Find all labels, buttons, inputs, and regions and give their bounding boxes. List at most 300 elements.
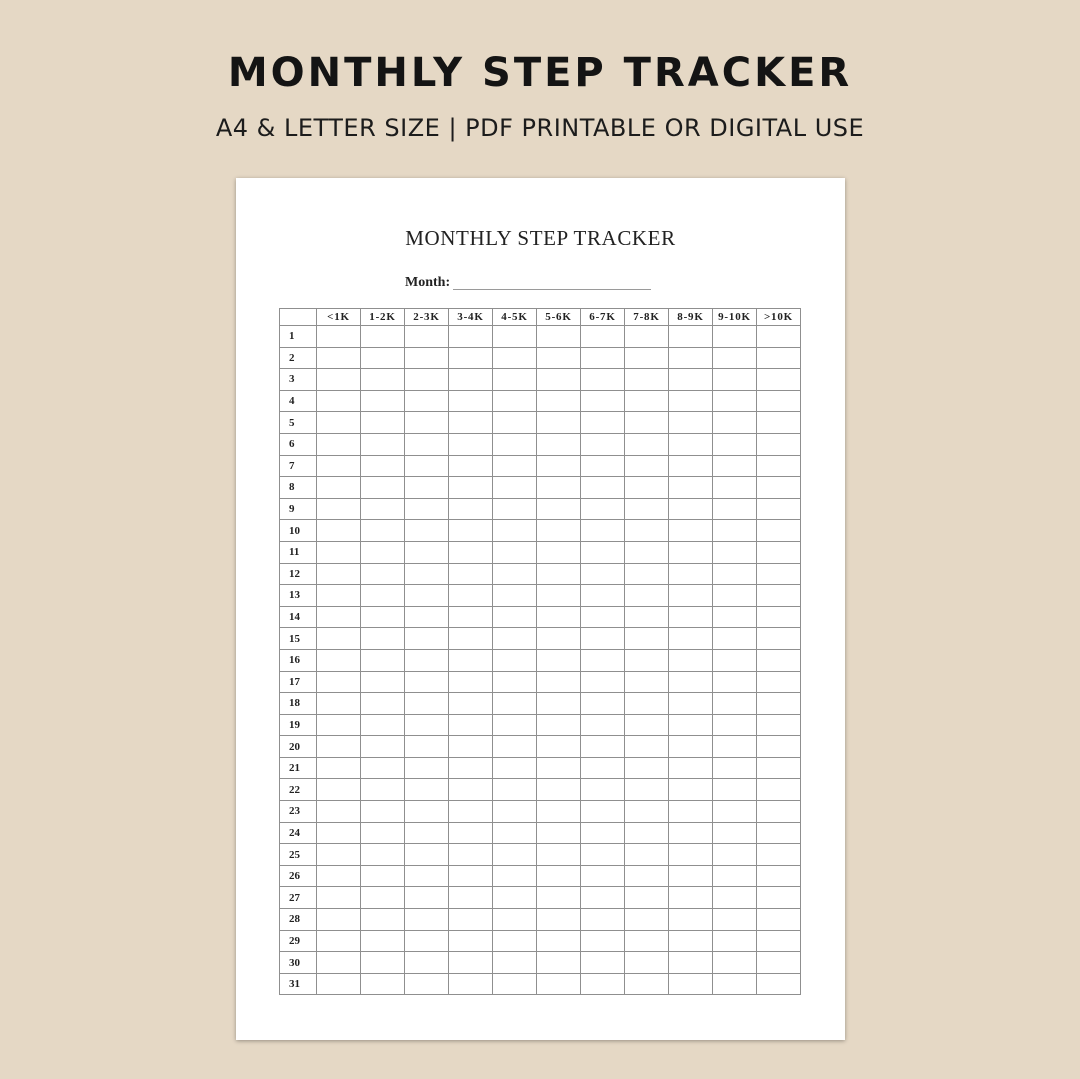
tracker-cell[interactable] [493,477,537,499]
tracker-cell[interactable] [625,822,669,844]
tracker-cell[interactable] [669,757,713,779]
tracker-cell[interactable] [317,671,361,693]
tracker-cell[interactable] [625,801,669,823]
tracker-cell[interactable] [493,498,537,520]
tracker-cell[interactable] [669,498,713,520]
tracker-cell[interactable] [317,801,361,823]
tracker-cell[interactable] [537,801,581,823]
tracker-cell[interactable] [405,347,449,369]
tracker-cell[interactable] [757,909,801,931]
tracker-cell[interactable] [669,952,713,974]
tracker-cell[interactable] [713,541,757,563]
tracker-cell[interactable] [537,369,581,391]
tracker-cell[interactable] [581,347,625,369]
tracker-cell[interactable] [757,326,801,348]
tracker-cell[interactable] [757,477,801,499]
tracker-cell[interactable] [537,606,581,628]
tracker-cell[interactable] [757,671,801,693]
tracker-cell[interactable] [625,520,669,542]
tracker-cell[interactable] [317,498,361,520]
tracker-cell[interactable] [669,347,713,369]
tracker-cell[interactable] [713,390,757,412]
tracker-cell[interactable] [449,520,493,542]
tracker-cell[interactable] [537,671,581,693]
tracker-cell[interactable] [317,693,361,715]
tracker-cell[interactable] [581,649,625,671]
tracker-cell[interactable] [625,585,669,607]
tracker-cell[interactable] [361,326,405,348]
tracker-cell[interactable] [537,628,581,650]
tracker-cell[interactable] [361,606,405,628]
tracker-cell[interactable] [757,693,801,715]
tracker-cell[interactable] [625,477,669,499]
tracker-cell[interactable] [493,455,537,477]
tracker-cell[interactable] [449,973,493,995]
tracker-cell[interactable] [713,649,757,671]
tracker-cell[interactable] [537,930,581,952]
tracker-cell[interactable] [757,520,801,542]
tracker-cell[interactable] [669,606,713,628]
tracker-cell[interactable] [581,498,625,520]
tracker-cell[interactable] [757,541,801,563]
tracker-cell[interactable] [449,347,493,369]
tracker-cell[interactable] [537,347,581,369]
tracker-cell[interactable] [581,563,625,585]
tracker-cell[interactable] [361,909,405,931]
tracker-cell[interactable] [449,433,493,455]
tracker-cell[interactable] [581,714,625,736]
tracker-cell[interactable] [669,973,713,995]
tracker-cell[interactable] [581,736,625,758]
tracker-cell[interactable] [317,930,361,952]
tracker-cell[interactable] [361,369,405,391]
tracker-cell[interactable] [317,606,361,628]
tracker-cell[interactable] [581,628,625,650]
tracker-cell[interactable] [757,390,801,412]
tracker-cell[interactable] [625,498,669,520]
tracker-cell[interactable] [581,693,625,715]
tracker-cell[interactable] [757,649,801,671]
tracker-cell[interactable] [625,326,669,348]
tracker-cell[interactable] [713,736,757,758]
tracker-cell[interactable] [405,930,449,952]
tracker-cell[interactable] [317,973,361,995]
tracker-cell[interactable] [625,865,669,887]
tracker-cell[interactable] [317,952,361,974]
tracker-cell[interactable] [405,973,449,995]
tracker-cell[interactable] [361,844,405,866]
tracker-cell[interactable] [669,822,713,844]
tracker-cell[interactable] [537,757,581,779]
tracker-cell[interactable] [361,649,405,671]
tracker-cell[interactable] [757,498,801,520]
tracker-cell[interactable] [449,801,493,823]
tracker-cell[interactable] [361,714,405,736]
tracker-cell[interactable] [317,628,361,650]
tracker-cell[interactable] [317,369,361,391]
tracker-cell[interactable] [537,326,581,348]
tracker-cell[interactable] [361,736,405,758]
tracker-cell[interactable] [625,390,669,412]
tracker-cell[interactable] [669,801,713,823]
tracker-cell[interactable] [361,887,405,909]
tracker-cell[interactable] [713,693,757,715]
tracker-cell[interactable] [581,585,625,607]
tracker-cell[interactable] [581,390,625,412]
tracker-cell[interactable] [317,347,361,369]
tracker-cell[interactable] [449,563,493,585]
tracker-cell[interactable] [317,822,361,844]
tracker-cell[interactable] [581,844,625,866]
tracker-cell[interactable] [537,563,581,585]
tracker-cell[interactable] [669,844,713,866]
tracker-cell[interactable] [493,757,537,779]
tracker-cell[interactable] [625,736,669,758]
tracker-cell[interactable] [625,844,669,866]
tracker-cell[interactable] [317,390,361,412]
tracker-cell[interactable] [581,865,625,887]
tracker-cell[interactable] [537,952,581,974]
tracker-cell[interactable] [757,714,801,736]
tracker-cell[interactable] [493,606,537,628]
tracker-cell[interactable] [449,541,493,563]
tracker-cell[interactable] [581,369,625,391]
tracker-cell[interactable] [669,369,713,391]
tracker-cell[interactable] [713,347,757,369]
tracker-cell[interactable] [625,952,669,974]
tracker-cell[interactable] [713,714,757,736]
tracker-cell[interactable] [361,822,405,844]
tracker-cell[interactable] [405,477,449,499]
tracker-cell[interactable] [361,973,405,995]
tracker-cell[interactable] [493,822,537,844]
tracker-cell[interactable] [713,563,757,585]
tracker-cell[interactable] [713,952,757,974]
tracker-cell[interactable] [713,865,757,887]
tracker-cell[interactable] [493,369,537,391]
tracker-cell[interactable] [405,844,449,866]
tracker-cell[interactable] [493,347,537,369]
tracker-cell[interactable] [757,952,801,974]
tracker-cell[interactable] [669,671,713,693]
tracker-cell[interactable] [537,909,581,931]
tracker-cell[interactable] [669,520,713,542]
tracker-cell[interactable] [625,909,669,931]
tracker-cell[interactable] [669,887,713,909]
tracker-cell[interactable] [493,714,537,736]
tracker-cell[interactable] [449,585,493,607]
tracker-cell[interactable] [537,520,581,542]
tracker-cell[interactable] [493,585,537,607]
tracker-cell[interactable] [449,671,493,693]
tracker-cell[interactable] [757,628,801,650]
tracker-cell[interactable] [405,520,449,542]
tracker-cell[interactable] [493,930,537,952]
tracker-cell[interactable] [449,693,493,715]
tracker-cell[interactable] [713,844,757,866]
tracker-cell[interactable] [537,887,581,909]
tracker-cell[interactable] [449,714,493,736]
tracker-cell[interactable] [361,498,405,520]
tracker-cell[interactable] [493,844,537,866]
tracker-cell[interactable] [713,326,757,348]
tracker-cell[interactable] [757,455,801,477]
tracker-cell[interactable] [757,822,801,844]
tracker-cell[interactable] [581,952,625,974]
tracker-cell[interactable] [449,649,493,671]
month-input-line[interactable] [453,289,651,290]
tracker-cell[interactable] [405,585,449,607]
tracker-cell[interactable] [405,606,449,628]
tracker-cell[interactable] [757,930,801,952]
tracker-cell[interactable] [361,390,405,412]
tracker-cell[interactable] [493,973,537,995]
tracker-cell[interactable] [625,649,669,671]
tracker-cell[interactable] [581,520,625,542]
tracker-cell[interactable] [361,433,405,455]
tracker-cell[interactable] [713,887,757,909]
tracker-cell[interactable] [625,606,669,628]
tracker-cell[interactable] [581,909,625,931]
tracker-cell[interactable] [361,477,405,499]
tracker-cell[interactable] [537,390,581,412]
tracker-cell[interactable] [757,412,801,434]
tracker-cell[interactable] [361,865,405,887]
tracker-cell[interactable] [493,801,537,823]
tracker-cell[interactable] [757,563,801,585]
tracker-cell[interactable] [493,865,537,887]
tracker-cell[interactable] [493,952,537,974]
tracker-cell[interactable] [449,822,493,844]
tracker-cell[interactable] [669,412,713,434]
tracker-cell[interactable] [581,541,625,563]
tracker-cell[interactable] [361,952,405,974]
tracker-cell[interactable] [405,649,449,671]
tracker-cell[interactable] [537,865,581,887]
tracker-cell[interactable] [449,477,493,499]
tracker-cell[interactable] [317,865,361,887]
tracker-cell[interactable] [713,628,757,650]
tracker-cell[interactable] [537,412,581,434]
tracker-cell[interactable] [317,326,361,348]
tracker-cell[interactable] [449,369,493,391]
tracker-cell[interactable] [669,628,713,650]
tracker-cell[interactable] [537,455,581,477]
tracker-cell[interactable] [317,887,361,909]
tracker-cell[interactable] [757,585,801,607]
tracker-cell[interactable] [669,433,713,455]
tracker-cell[interactable] [625,671,669,693]
tracker-cell[interactable] [449,930,493,952]
tracker-cell[interactable] [405,736,449,758]
tracker-cell[interactable] [625,779,669,801]
tracker-cell[interactable] [757,844,801,866]
tracker-cell[interactable] [669,736,713,758]
tracker-cell[interactable] [537,736,581,758]
tracker-cell[interactable] [361,541,405,563]
tracker-cell[interactable] [405,671,449,693]
tracker-cell[interactable] [405,455,449,477]
tracker-cell[interactable] [317,477,361,499]
tracker-cell[interactable] [757,865,801,887]
tracker-cell[interactable] [625,455,669,477]
tracker-cell[interactable] [317,909,361,931]
tracker-cell[interactable] [537,693,581,715]
tracker-cell[interactable] [625,757,669,779]
tracker-cell[interactable] [713,606,757,628]
tracker-cell[interactable] [537,498,581,520]
tracker-cell[interactable] [757,973,801,995]
tracker-cell[interactable] [361,520,405,542]
tracker-cell[interactable] [757,347,801,369]
tracker-cell[interactable] [361,628,405,650]
tracker-cell[interactable] [669,693,713,715]
tracker-cell[interactable] [317,520,361,542]
tracker-cell[interactable] [713,671,757,693]
tracker-cell[interactable] [625,412,669,434]
tracker-cell[interactable] [625,541,669,563]
tracker-cell[interactable] [625,369,669,391]
tracker-cell[interactable] [493,412,537,434]
tracker-cell[interactable] [713,433,757,455]
tracker-cell[interactable] [537,779,581,801]
tracker-cell[interactable] [317,649,361,671]
tracker-cell[interactable] [405,563,449,585]
tracker-cell[interactable] [713,822,757,844]
tracker-cell[interactable] [449,606,493,628]
tracker-cell[interactable] [537,585,581,607]
tracker-cell[interactable] [625,973,669,995]
tracker-cell[interactable] [669,714,713,736]
tracker-cell[interactable] [361,412,405,434]
tracker-cell[interactable] [317,779,361,801]
tracker-cell[interactable] [537,714,581,736]
tracker-cell[interactable] [493,887,537,909]
tracker-cell[interactable] [405,412,449,434]
tracker-cell[interactable] [405,952,449,974]
tracker-cell[interactable] [669,541,713,563]
tracker-cell[interactable] [581,477,625,499]
tracker-cell[interactable] [405,822,449,844]
tracker-cell[interactable] [449,326,493,348]
tracker-cell[interactable] [449,498,493,520]
tracker-cell[interactable] [449,412,493,434]
tracker-cell[interactable] [537,973,581,995]
tracker-cell[interactable] [317,563,361,585]
tracker-cell[interactable] [361,693,405,715]
tracker-cell[interactable] [361,757,405,779]
tracker-cell[interactable] [669,779,713,801]
tracker-cell[interactable] [449,844,493,866]
tracker-cell[interactable] [493,390,537,412]
tracker-cell[interactable] [493,779,537,801]
tracker-cell[interactable] [713,801,757,823]
tracker-cell[interactable] [713,973,757,995]
tracker-cell[interactable] [317,585,361,607]
tracker-cell[interactable] [449,779,493,801]
tracker-cell[interactable] [757,606,801,628]
tracker-cell[interactable] [317,757,361,779]
tracker-cell[interactable] [493,909,537,931]
tracker-cell[interactable] [405,433,449,455]
tracker-cell[interactable] [317,433,361,455]
tracker-cell[interactable] [625,714,669,736]
tracker-cell[interactable] [317,714,361,736]
tracker-cell[interactable] [405,801,449,823]
tracker-cell[interactable] [581,606,625,628]
tracker-cell[interactable] [713,585,757,607]
tracker-cell[interactable] [361,930,405,952]
tracker-cell[interactable] [581,973,625,995]
tracker-cell[interactable] [581,822,625,844]
tracker-cell[interactable] [405,326,449,348]
tracker-cell[interactable] [713,779,757,801]
tracker-cell[interactable] [757,779,801,801]
tracker-cell[interactable] [713,909,757,931]
tracker-cell[interactable] [669,649,713,671]
tracker-cell[interactable] [537,541,581,563]
tracker-cell[interactable] [493,433,537,455]
tracker-cell[interactable] [537,822,581,844]
tracker-cell[interactable] [449,390,493,412]
tracker-cell[interactable] [581,801,625,823]
tracker-cell[interactable] [669,909,713,931]
tracker-cell[interactable] [405,779,449,801]
tracker-cell[interactable] [361,585,405,607]
tracker-cell[interactable] [581,779,625,801]
tracker-cell[interactable] [625,563,669,585]
tracker-cell[interactable] [449,628,493,650]
tracker-cell[interactable] [449,736,493,758]
tracker-cell[interactable] [317,412,361,434]
tracker-cell[interactable] [493,736,537,758]
tracker-cell[interactable] [361,455,405,477]
tracker-cell[interactable] [405,887,449,909]
tracker-cell[interactable] [317,844,361,866]
tracker-cell[interactable] [581,757,625,779]
tracker-cell[interactable] [493,541,537,563]
tracker-cell[interactable] [669,326,713,348]
tracker-cell[interactable] [713,477,757,499]
tracker-cell[interactable] [625,930,669,952]
tracker-cell[interactable] [493,520,537,542]
tracker-cell[interactable] [405,541,449,563]
tracker-cell[interactable] [537,844,581,866]
tracker-cell[interactable] [361,671,405,693]
tracker-cell[interactable] [581,930,625,952]
tracker-cell[interactable] [581,412,625,434]
tracker-cell[interactable] [625,693,669,715]
tracker-cell[interactable] [581,671,625,693]
tracker-cell[interactable] [757,887,801,909]
tracker-cell[interactable] [449,887,493,909]
tracker-cell[interactable] [493,671,537,693]
tracker-cell[interactable] [581,887,625,909]
tracker-cell[interactable] [713,369,757,391]
tracker-cell[interactable] [713,757,757,779]
tracker-cell[interactable] [669,930,713,952]
tracker-cell[interactable] [669,585,713,607]
tracker-cell[interactable] [713,498,757,520]
tracker-cell[interactable] [669,455,713,477]
tracker-cell[interactable] [713,520,757,542]
tracker-cell[interactable] [361,563,405,585]
tracker-cell[interactable] [405,865,449,887]
tracker-cell[interactable] [757,801,801,823]
tracker-cell[interactable] [493,628,537,650]
tracker-cell[interactable] [493,326,537,348]
tracker-cell[interactable] [581,326,625,348]
